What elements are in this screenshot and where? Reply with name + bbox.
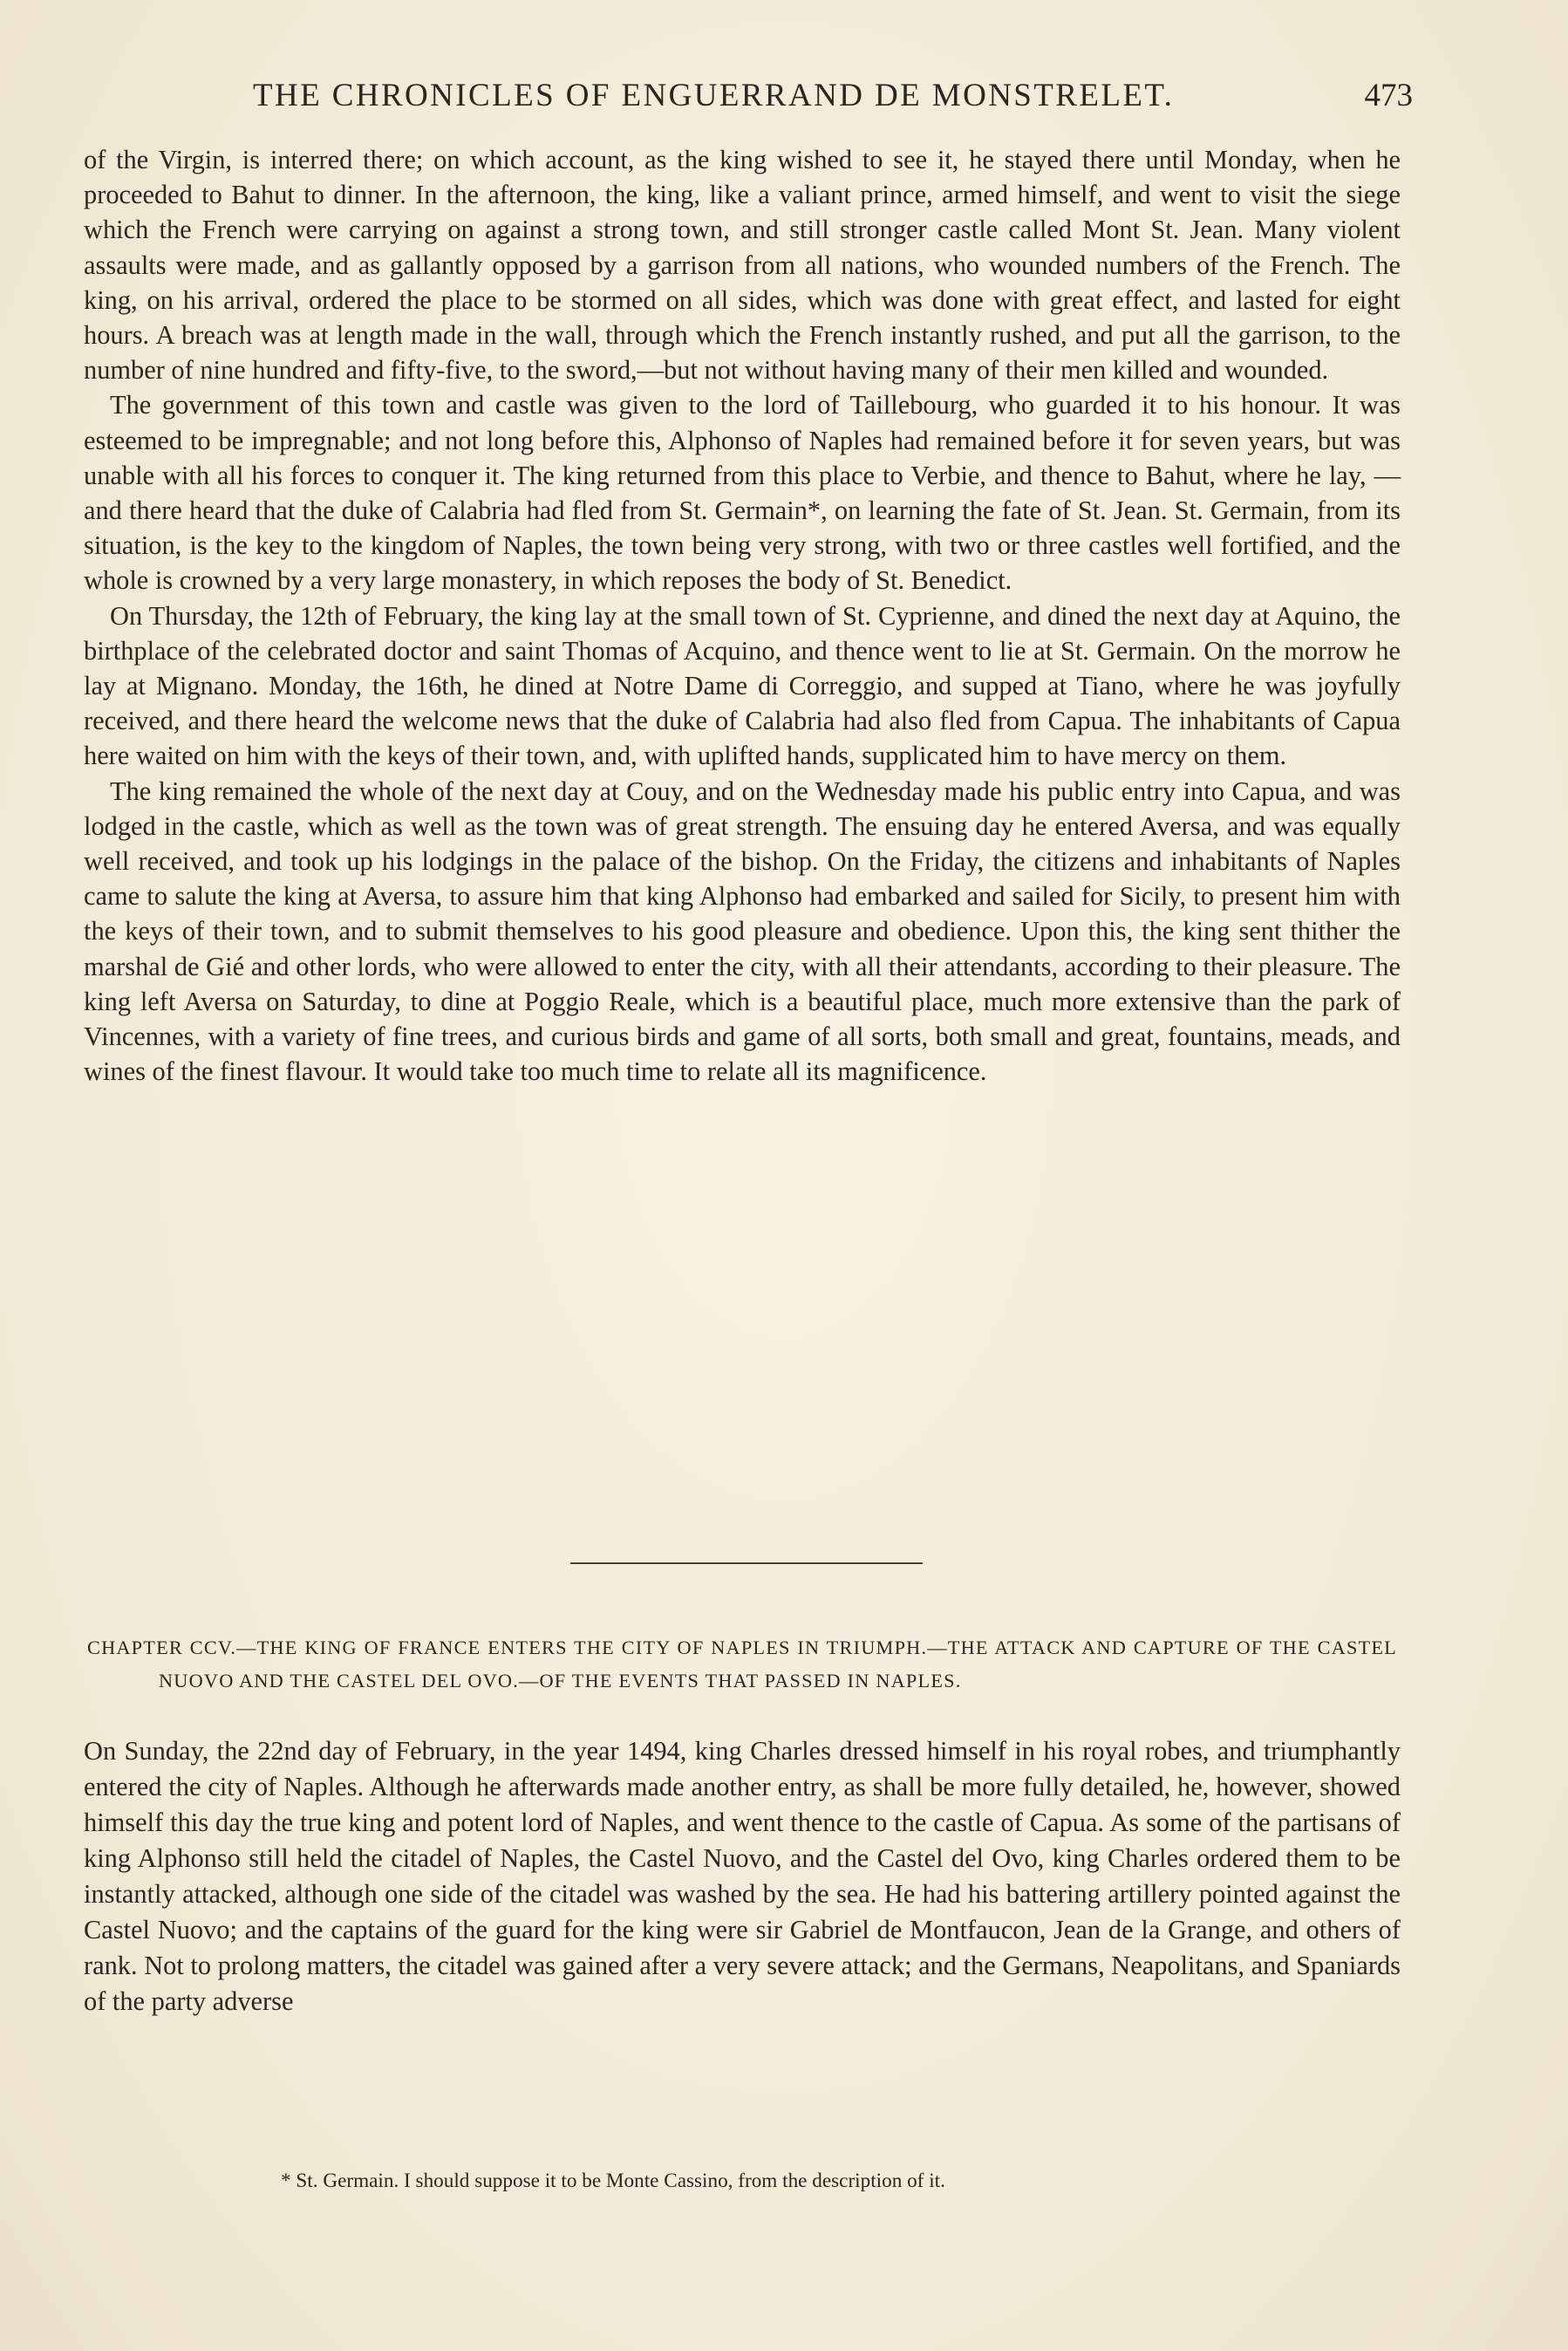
- paragraph: The government of this town and castle was given to the lord of Taillebourg, who guarded it to his honour. It was esteemed to be impregnable; and not long before this, Alphonso of Naples had remained before it for seven years, but was unable with all his forces to conquer it. The king returned from this place to Verbie, and thence to Bahut, where he lay, —and there heard that the duke of Calabria had fled from St. Germain*, on learning the fate of St. Jean. St. Germain, from its situation, is the key to the kingdom of Naples, the town being very strong, with two or three castles well fortified, and the whole is crowned by a very large monastery, in which reposes the body of St. Benedict.: [84, 390, 1401, 596]
- paragraph: On Thursday, the 12th of February, the king lay at the small town of St. Cyprienne, and dined the next day at Aquino, the birthplace of the celebrated doctor and saint Thomas of Acquino, and thence went to lie at St. Germain. On the morrow he lay at Mignano. Monday, the 16th, he dined at Notre Dame di Correggio, and supped at Tiano, where he was joyfully received, and there heard the welcome news that the duke of Calabria had also fled from Capua. The inhabitants of Capua here waited on him with the keys of their town, and, with uplifted hands, supplicated him to have mercy on them.: [84, 600, 1401, 771]
- footnote: * St. Germain. I should suppose it to be Monte Cassino, from the description of it.: [281, 2170, 945, 2192]
- page-number: 473: [1364, 78, 1413, 113]
- chapter-heading: CHAPTER CCV.—THE KING OF FRANCE ENTERS THE CITY OF NAPLES IN TRIUMPH.—THE ATTACK AND CAPTURE OF THE CASTEL NUOVO AND THE CASTEL DEL OVO.—OF THE EVENTS THAT PASSED IN NAPLES.: [87, 1637, 1397, 1691]
- chapter-paragraph-text: Sunday, the 22nd day of February, in the year 1494, king Charles dressed himself in his royal robes, and triumphantly entered the city of Naples. Although he afterwards made another entry, as shall be more fully detailed, he, however, showed himself this day the true king and potent lord of Naples, and went thence to the castle of Capua. As some of the partisans of king Alphonso still held the citadel of Naples, the Castel Nuovo, and the Castel del Ovo, king Charles ordered them to be instantly attacked, although one side of the citadel was washed by the sea. He had his battering artillery pointed against the Castel Nuovo; and the captains of the guard for the king were sir Gabriel de Montfaucon, Jean de la Grange, and others of rank. Not to prolong matters, the citadel was gained after a very severe attack; and the Germans, Neapolitans, and Spaniards of the party adverse: [84, 1736, 1401, 2016]
- chapter-lead-word: On: [84, 1736, 117, 1766]
- paragraph: The king remained the whole of the next day at Couy, and on the Wednesday made his public entry into Capua, and was lodged in the castle, which as well as the town was of great strength. The ensuing day he entered Aversa, and was equally well received, and took up his lodgings in the palace of the bishop. On the Friday, the citizens and inhabitants of Naples came to salute the king at Aversa, to assure him that king Alphonso had embarked and sailed for Sicily, to present him with the keys of their town, and to submit themselves to his good pleasure and obedience. Upon this, the king sent thither the marshal de Gié and other lords, who were allowed to enter the city, with all their attendants, according to their pleasure. The king left Aversa on Saturday, to dine at Poggio Reale, which is a beautiful place, much more extensive than the park of Vincennes, with a variety of fine trees, and curious birds and game of all sorts, both small and great, fountains, meads, and wines of the finest flavour. It would take too much time to relate all its magnificence.: [84, 776, 1401, 1087]
- running-head: [253, 77, 1413, 120]
- chapter-body: [84, 1733, 1401, 2020]
- paragraph-continued: of the Virgin, is interred there; on which account, as the king wished to see it, he stayed there until Monday, when he proceeded to Bahut to dinner. In the afternoon, the king, like a valiant prince, armed himself, and went to visit the siege which the French were carrying on against a strong town, and still stronger castle called Mont St. Jean. Many violent assaults were made, and as gallantly opposed by a garrison from all nations, who wounded numbers of the French. The king, on his arrival, ordered the place to be stormed on all sides, which was done with great effect, and lasted for eight hours. A breach was at length made in the wall, through which the French instantly rushed, and put all the garrison, to the number of nine hundred and fifty-five, to the sword,—but not without having many of their men killed and wounded.: [84, 145, 1401, 386]
- chapter-paragraph: [84, 1733, 1401, 2020]
- body-text: [84, 142, 1401, 1089]
- running-head-title: THE CHRONICLES OF ENGUERRAND DE MONSTRELET.: [253, 78, 1175, 113]
- section-divider: [570, 1562, 923, 1564]
